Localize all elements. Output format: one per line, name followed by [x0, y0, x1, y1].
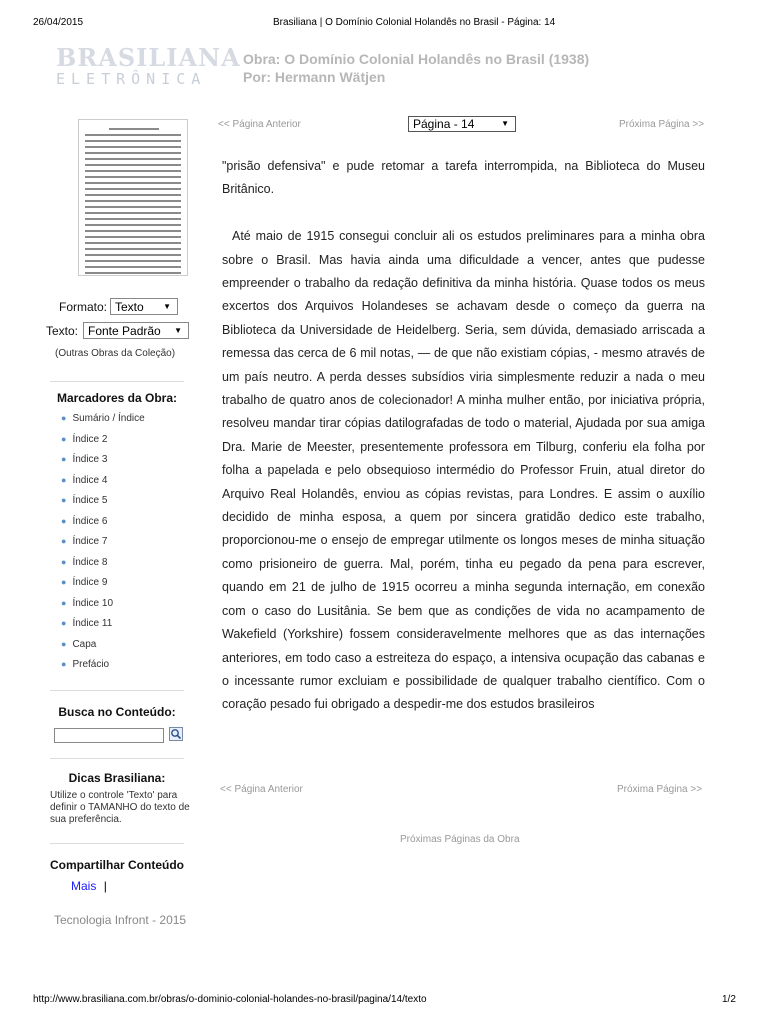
print-date: 26/04/2015 — [33, 17, 84, 28]
bookmark-label: Índice 10 — [72, 597, 114, 609]
bookmark-item[interactable] — [61, 413, 145, 424]
bullet-icon: ● — [61, 454, 67, 464]
prev-page-link-bottom[interactable]: << Página Anterior — [220, 784, 303, 795]
bookmark-item[interactable] — [61, 454, 107, 465]
dicas-text: Utilize o controle 'Texto' para definir o TAMANHO do texto de sua preferência. — [50, 790, 190, 825]
page-thumbnail[interactable] — [78, 119, 188, 276]
bookmark-label: Índice 6 — [72, 515, 108, 527]
mais-separator: | — [103, 879, 107, 893]
bookmark-item[interactable] — [61, 577, 107, 588]
bullet-icon: ● — [61, 413, 67, 423]
bookmark-label: Índice 8 — [72, 556, 108, 568]
compartilhar-title: Compartilhar Conteúdo — [50, 858, 184, 872]
bullet-icon: ● — [61, 556, 67, 567]
bookmark-item[interactable] — [61, 495, 107, 506]
bookmark-item[interactable] — [61, 536, 107, 547]
divider — [50, 843, 184, 844]
bookmark-item[interactable] — [61, 434, 107, 445]
divider — [50, 381, 184, 382]
brasiliana-logo[interactable] — [56, 43, 241, 90]
bookmark-label: Índice 4 — [72, 474, 108, 486]
bookmark-label: Índice 9 — [72, 577, 108, 588]
search-icon[interactable] — [169, 727, 183, 741]
print-page-count: 1/2 — [722, 994, 736, 1005]
bookmark-label: Índice 11 — [72, 618, 113, 629]
texto-select[interactable] — [83, 322, 189, 339]
bookmark-item[interactable] — [61, 516, 107, 527]
obra-author: Por: Hermann Wätjen — [243, 69, 386, 85]
bullet-icon: ● — [61, 597, 67, 608]
page-select[interactable] — [408, 116, 516, 132]
next-page-link-top[interactable]: Próxima Página >> — [619, 119, 705, 130]
bookmark-label: Sumário / Índice — [72, 413, 145, 424]
bullet-icon: ● — [61, 433, 67, 444]
busca-title: Busca no Conteúdo: — [58, 705, 176, 719]
bullet-icon: ● — [61, 536, 67, 546]
mais-label: Mais — [71, 879, 97, 893]
bullet-icon: ● — [61, 474, 67, 485]
bookmark-label: Índice 5 — [72, 495, 108, 506]
page-select-value: Página - 14 — [413, 117, 475, 131]
divider — [50, 690, 184, 691]
bookmark-item[interactable] — [61, 659, 109, 670]
tecnologia-footer: Tecnologia Infront - 2015 — [54, 913, 187, 927]
marcadores-title: Marcadores da Obra: — [56, 391, 178, 405]
obra-header — [243, 50, 589, 86]
logo-line2: ELETRÔNICA — [56, 70, 207, 88]
print-url: http://www.brasiliana.com.br/obras/o-dominio-colonial-holandes-no-brasil/pagina/14/texto — [33, 994, 427, 1005]
bookmark-item[interactable] — [61, 639, 96, 650]
texto-label: Texto: — [46, 324, 79, 338]
formato-select[interactable] — [110, 298, 178, 315]
share-mais-link[interactable] — [71, 879, 107, 893]
next-page-link-bottom[interactable]: Próxima Página >> — [617, 784, 703, 795]
bullet-icon: ● — [61, 515, 67, 526]
bookmark-item[interactable] — [61, 557, 107, 568]
dicas-title: Dicas Brasiliana: — [68, 771, 166, 785]
content-paragraph: Até maio de 1915 consegui concluir ali os estudos preliminares para a minha obra sobre o Brasil. Mas havia ainda uma dificuldade a vencer, antes que pudesse empreender o trabalho da redação definitiva da minha história. Quase todos os meus excertos dos Arquivos Holandeses se achavam desde o começo da guerra na Biblioteca da Universidade de Heidelberg. Seria, sem dúvida, demasiado arriscada a remessa das cerca de 6 mil notas, — de que não existiam cópias, - mesmo através de um país neutro. A perda desses subsídios viria simplesmente reduzir a nada o meu trabalho de quatro anos de colecionador! A minha mulher então, por iniciativa própria, resolveu mandar tirar cópias datilografadas de todo o material, Ajudada por sua amiga Dra. Marie de Meester, presentemente professora em Tilburg, conferiu ela folha por folha a papelada e pelo obsequioso intermédio do Professor Fruin, atual diretor do Arquivo Real Holandês, enviou as cópias revistas, para Londres. E assim o auxílio decidido de minha esposa, a quem por sincera gratidão dedico este trabalho, proporcionou-me o ensejo de empregar utilmente os longos meses de minha situação como prisioneiro de guerra. Mal, porém, tinha eu pegado da pena para escrever, quando em 21 de julho de 1915 ocorreu a minha segunda internação, em conexão com o caso do Lusitânia. Se bem que as condições de vida no acampamento de Wakefield (Yorkshire) fossem consideravelmente melhores que as das internações anteriores, em todo caso a estreiteza do espaço, a intensiva ocupação das cabanas e o incessante rumor excluiam e possibilidade de qualquer trabalho científico. Com o coração pesado fui obrigado a despedir-me dos estudos brasileiros — [222, 229, 705, 712]
bookmark-label: Índice 3 — [72, 454, 108, 465]
bookmark-item[interactable] — [61, 618, 112, 629]
print-title: Brasiliana | O Domínio Colonial Holandês no Brasil - Página: 14 — [273, 17, 556, 28]
logo-line1: BRASILIANA — [56, 43, 241, 72]
content-paragraph: "prisão defensiva" e pude retomar a tarefa interrompida, na Biblioteca do Museu Britânico. — [222, 159, 705, 197]
prev-page-link-top[interactable]: << Página Anterior — [218, 119, 301, 130]
bookmark-item[interactable] — [61, 598, 113, 609]
bookmark-label: Capa — [72, 638, 97, 650]
bookmark-item[interactable] — [61, 475, 107, 486]
page-content — [222, 155, 705, 717]
divider — [50, 758, 184, 759]
search-input[interactable] — [54, 728, 164, 743]
outras-obras-link[interactable]: (Outras Obras da Coleção) — [55, 348, 176, 359]
texto-value: Fonte Padrão — [88, 324, 161, 338]
bullet-icon: ● — [61, 618, 67, 628]
bullet-icon: ● — [61, 577, 67, 587]
formato-label: Formato: — [59, 300, 108, 314]
bullet-icon: ● — [61, 495, 67, 505]
bookmark-label: Prefácio — [72, 659, 110, 670]
bookmark-label: Índice 7 — [72, 536, 108, 547]
bullet-icon: ● — [61, 638, 67, 649]
bookmark-label: Índice 2 — [72, 433, 108, 445]
obra-title: Obra: O Domínio Colonial Holandês no Brasil (1938) — [243, 51, 590, 67]
proximas-paginas-link[interactable]: Próximas Páginas da Obra — [400, 834, 520, 845]
chevron-down-icon: ▼ — [163, 302, 171, 311]
chevron-down-icon: ▼ — [501, 119, 509, 128]
chevron-down-icon: ▼ — [174, 326, 182, 335]
formato-value: Texto — [115, 300, 144, 314]
bullet-icon: ● — [61, 659, 67, 669]
